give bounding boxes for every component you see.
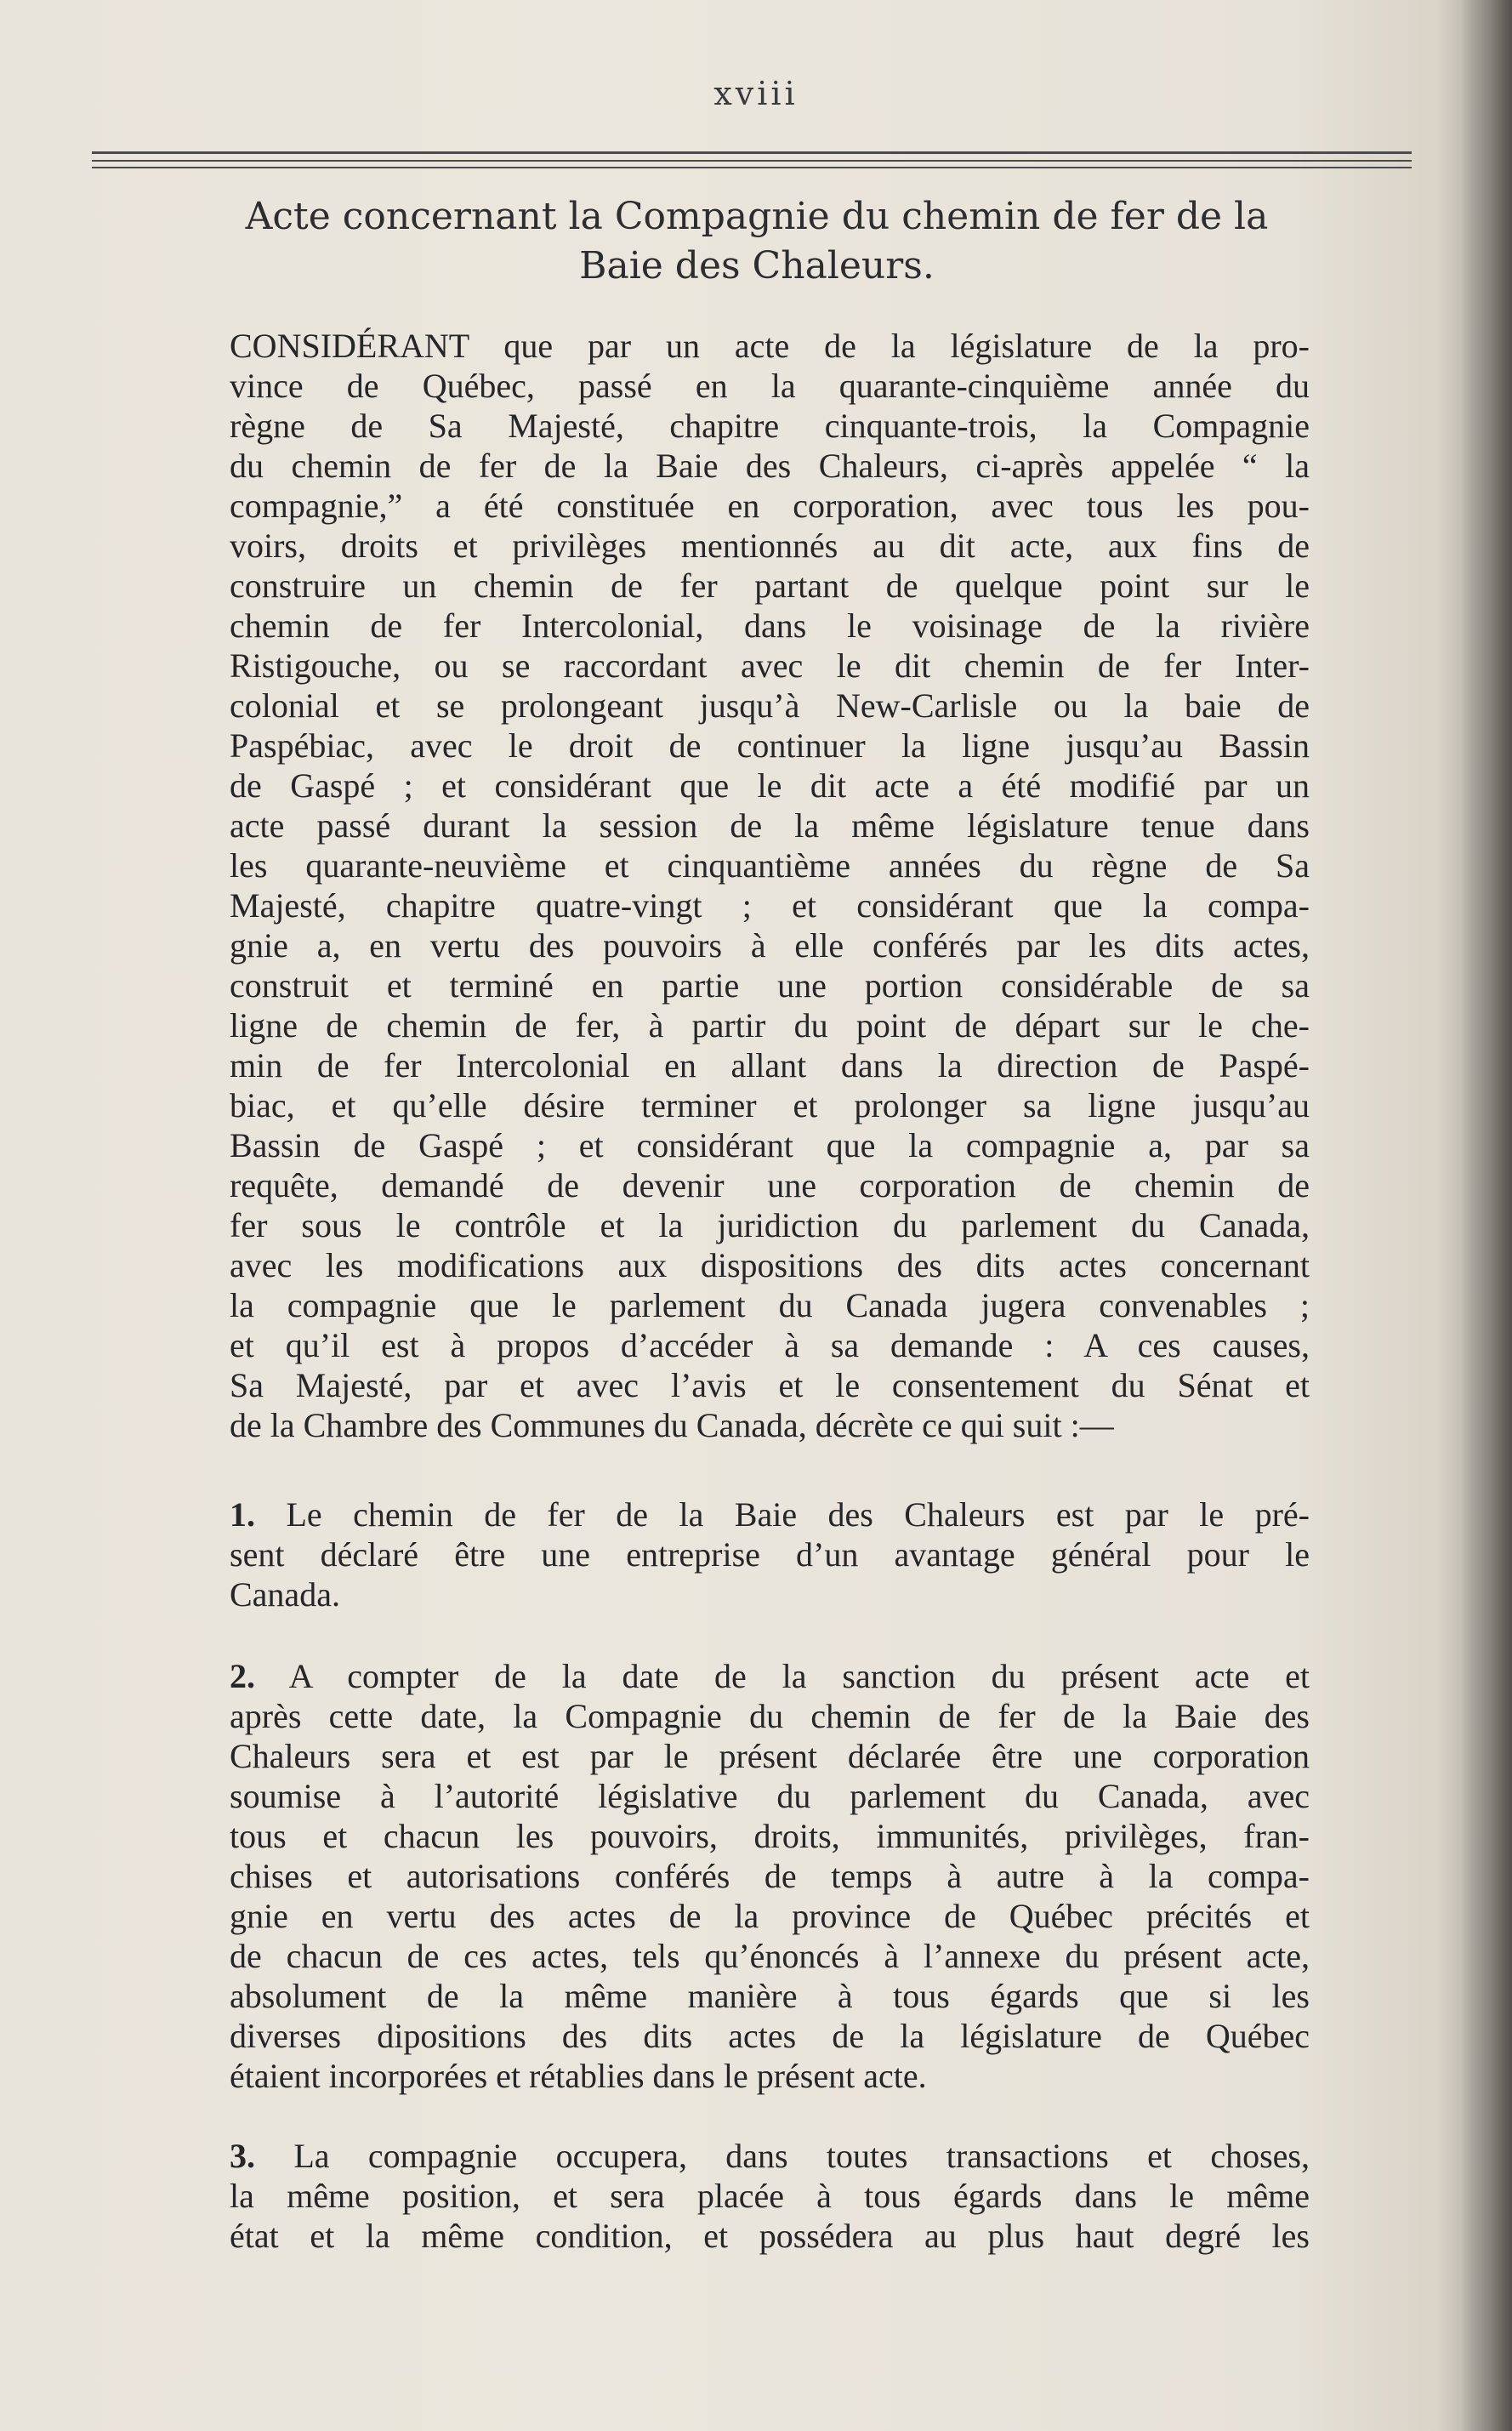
text-line: de Gaspé ; et considérant que le dit acte a été modifié par un (230, 766, 1310, 805)
page-edge-shadow (1461, 0, 1512, 2431)
text-line: requête, demandé de devenir une corporation de chemin de (230, 1166, 1310, 1204)
text-line: CONSIDÉRANT que par un acte de la législature de la pro- (230, 327, 1310, 365)
text-line: Sa Majesté, par et avec l’avis et le consentement du Sénat et (230, 1366, 1310, 1404)
text-line: colonial et se prolongeant jusqu’à New-Carlisle ou la baie de (230, 686, 1310, 725)
text-line: étaient incorporées et rétablies dans le présent acte. (230, 2057, 927, 2095)
text-line: Paspébiac, avec le droit de continuer la ligne jusqu’au Bassin (230, 726, 1310, 765)
text-line: min de fer Intercolonial en allant dans la direction de Paspé- (230, 1046, 1310, 1085)
act-title-line: Acte concernant la Compagnie du chemin de fer de la (245, 195, 1269, 238)
text-line: Majesté, chapitre quatre-vingt ; et considérant que la compa- (230, 886, 1310, 925)
text-line: Canada. (230, 1575, 340, 1614)
section-1 (230, 1494, 1310, 1614)
text-line (230, 1494, 1310, 1534)
section-number: 3. (230, 2137, 255, 2175)
text-line: acte passé durant la session de la même législature tenue dans (230, 806, 1310, 845)
text-line: de la Chambre des Communes du Canada, décrète ce qui suit :— (230, 1406, 1114, 1444)
text-line: absolument de la même manière à tous égards que si les (230, 1977, 1310, 2015)
text-line: Bassin de Gaspé ; et considérant que la compagnie a, par sa (230, 1126, 1310, 1164)
text-line: fer sous le contrôle et la juridiction du parlement du Canada, (230, 1206, 1310, 1244)
text-line: construit et terminé en partie une portion considérable de sa (230, 966, 1310, 1005)
text-line: voirs, droits et privilèges mentionnés au dit acte, aux fins de (230, 527, 1310, 565)
section-text: A compter de la date de la sanction du présent acte et (255, 1657, 1310, 1695)
text-line: chises et autorisations conférés de temps à autre à la compa- (230, 1857, 1310, 1895)
text-line: avec les modifications aux dispositions des dits actes concernant (230, 1246, 1310, 1284)
text-line: après cette date, la Compagnie du chemin de fer de la Baie des (230, 1697, 1310, 1735)
section-2 (230, 1656, 1310, 2096)
text-line: sent déclaré être une entreprise d’un avantage général pour le (230, 1535, 1310, 1574)
act-title (170, 192, 1344, 291)
text-line: vince de Québec, passé en la quarante-cinquième année du (230, 367, 1310, 405)
text-line: règne de Sa Majesté, chapitre cinquante-trois, la Compagnie (230, 407, 1310, 445)
text-line: tous et chacun les pouvoirs, droits, immunités, privilèges, fran- (230, 1817, 1310, 1855)
header-rule (92, 167, 1412, 168)
text-line (230, 1656, 1310, 1696)
text-line: et qu’il est à propos d’accéder à sa demande : A ces causes, (230, 1326, 1310, 1364)
section-3 (230, 2136, 1310, 2256)
preamble (230, 326, 1310, 1445)
text-line: diverses dipositions des dits actes de la législature de Québec (230, 2017, 1310, 2055)
text-line: la compagnie que le parlement du Canada jugera convenables ; (230, 1286, 1310, 1324)
section-text: Le chemin de fer de la Baie des Chaleurs est par le pré- (255, 1495, 1310, 1534)
section-text: La compagnie occupera, dans toutes transactions et choses, (255, 2137, 1310, 2175)
page-folio: xviii (713, 75, 799, 112)
text-line: chemin de fer Intercolonial, dans le voisinage de la rivière (230, 606, 1310, 645)
text-line: biac, et qu’elle désire terminer et prolonger sa ligne jusqu’au (230, 1086, 1310, 1124)
text-line: soumise à l’autorité législative du parlement du Canada, avec (230, 1777, 1310, 1815)
text-line: état et la même condition, et possédera au plus haut degré les (230, 2217, 1310, 2255)
header-rule (92, 160, 1412, 162)
text-line (230, 2136, 1310, 2176)
section-number: 2. (230, 1657, 255, 1695)
text-line: Chaleurs sera et est par le présent déclarée être une corporation (230, 1737, 1310, 1775)
act-title-line: Baie des Chaleurs. (579, 244, 935, 288)
text-line: gnie en vertu des actes de la province de Québec précités et (230, 1897, 1310, 1935)
text-line: la même position, et sera placée à tous égards dans le même (230, 2177, 1310, 2215)
header-rule (92, 151, 1412, 154)
text-line: Ristigouche, ou se raccordant avec le dit chemin de fer Inter- (230, 646, 1310, 685)
text-line: construire un chemin de fer partant de quelque point sur le (230, 566, 1310, 605)
text-line: du chemin de fer de la Baie des Chaleurs, ci-après appelée “ la (230, 447, 1310, 485)
text-line: les quarante-neuvième et cinquantième années du règne de Sa (230, 846, 1310, 885)
section-number: 1. (230, 1495, 255, 1534)
text-line: compagnie,” a été constituée en corporation, avec tous les pou- (230, 487, 1310, 525)
text-line: ligne de chemin de fer, à partir du point de départ sur le che- (230, 1006, 1310, 1045)
text-line: de chacun de ces actes, tels qu’énoncés à l’annexe du présent acte, (230, 1937, 1310, 1975)
text-line: gnie a, en vertu des pouvoirs à elle conférés par les dits actes, (230, 926, 1310, 965)
